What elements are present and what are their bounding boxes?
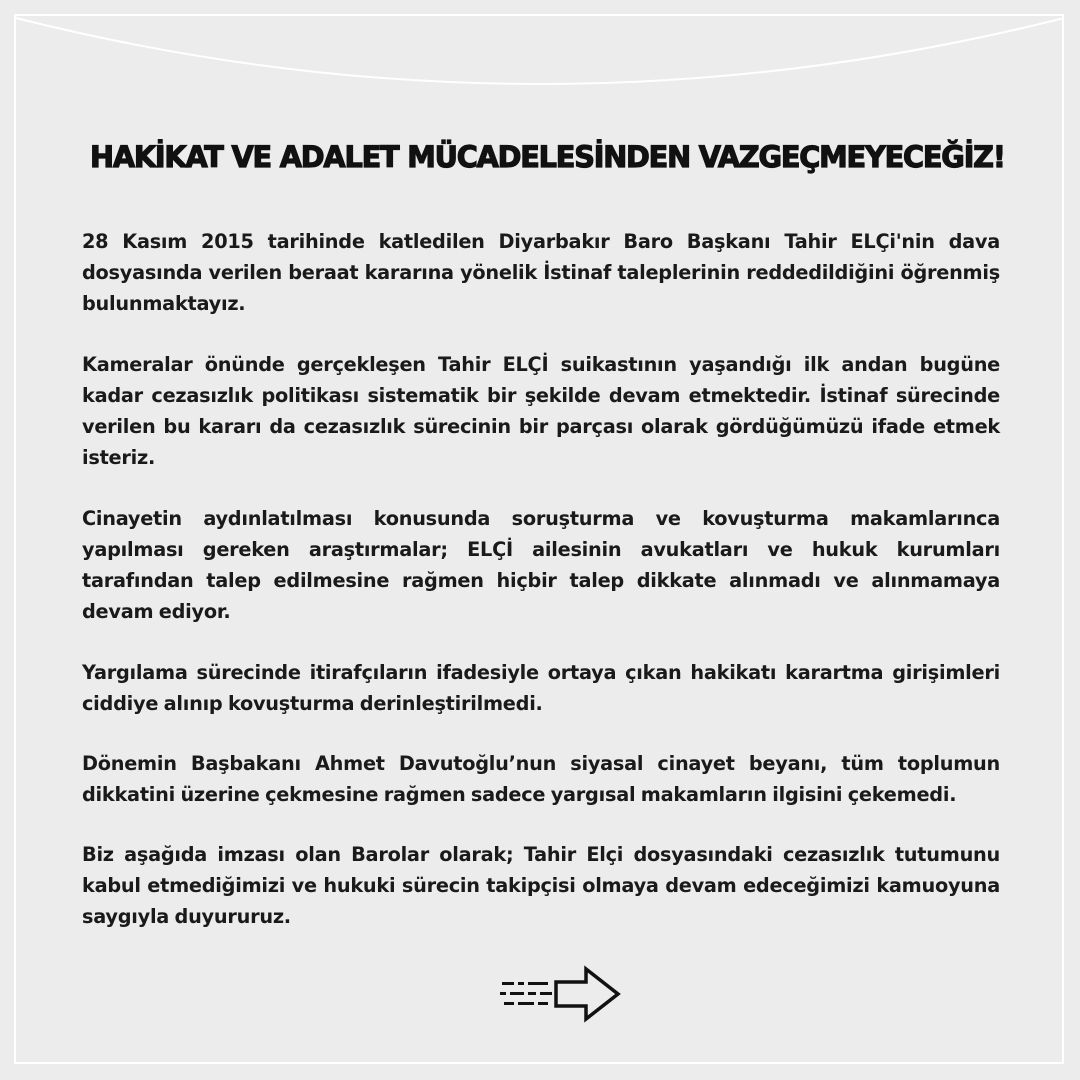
decorative-top-curve [0,0,1080,120]
paragraph-4: Yargılama sürecinde itirafçıların ifadesiyle ortaya çıkan hakikatı karartma girişimleri ciddiye alınıp kovuşturma derinleştirilmedi. [82,661,1000,715]
paragraph-3: Cinayetin aydınlatılması konusunda soruşturma ve kovuşturma makamlarınca yapılması gereken araştırmalar; ELÇİ ailesinin avukatları ve hukuk kurumları tarafından talep edilmesine rağmen hiçbir talep dikkate alınmadı ve alınmamaya devam ediyor. [82,507,1000,623]
paragraph-2: Kameralar önünde gerçekleşen Tahir ELÇİ suikastının yaşandığı ilk andan bugüne kadar cezasızlık politikası sistematik bir şekilde devam etmektedir. İstinaf sürecinde verilen bu kararı da cezasızlık sürecinin bir parçası olarak gördüğümüzü ifade etmek isteriz. [82,353,1000,469]
paragraph-1: 28 Kasım 2015 tarihinde katledilen Diyarbakır Baro Başkanı Tahir ELÇi'nin dava dosyasında verilen beraat kararına yönelik İstinaf taleplerinin reddedildiğini öğrenmiş bulunmaktayız. [82,230,1000,315]
page-title: HAKİKAT VE ADALET MÜCADELESİNDEN VAZGEÇMEYECEĞİZ! [90,140,1005,174]
arrow-right-icon[interactable] [498,965,623,1023]
statement-body [82,226,1000,961]
paragraph-6: Biz aşağıda imzası olan Barolar olarak; Tahir Elçi dosyasındaki cezasızlık tutumunu kabul etmediğimizi ve hukuki sürecin takipçisi olmaya devam edeceğimizi kamuoyuna saygıyla duyururuz. [82,843,1000,928]
paragraph-5: Dönemin Başbakanı Ahmet Davutoğlu’nun siyasal cinayet beyanı, tüm toplumun dikkatini üzerine çekmesine rağmen sadece yargısal makamların ilgisini çekemedi. [82,752,1000,806]
